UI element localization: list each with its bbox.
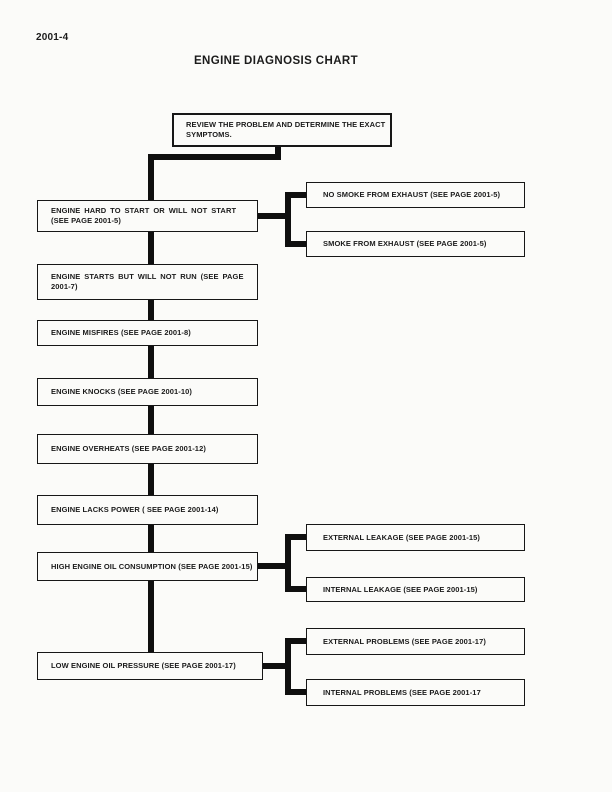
- flow-box-engine-hard-to-start: [37, 200, 258, 232]
- flow-box-engine-overheats: [37, 434, 258, 464]
- flow-box-text: REVIEW THE PROBLEM AND DETERMINE THE EXACT: [186, 120, 386, 129]
- connector-branch3-vertical: [285, 638, 291, 695]
- flow-box-text: EXTERNAL PROBLEMS (SEE PAGE 2001-17): [323, 636, 486, 646]
- connector-branch2-vertical: [285, 534, 291, 592]
- flow-box-text: NO SMOKE FROM EXHAUST (SEE PAGE 2001-5): [323, 190, 501, 199]
- flow-box-engine-misfires: [37, 320, 258, 346]
- flow-box-text: ENGINE STARTS BUT WILL NOT RUN (SEE PAGE: [51, 272, 244, 281]
- connector-branch3-top: [285, 638, 306, 644]
- flow-box-text: ENGINE KNOCKS (SEE PAGE 2001-10): [51, 387, 193, 396]
- flow-box-text: ENGINE LACKS POWER ( SEE PAGE 2001-14): [51, 505, 219, 514]
- connector-branch1-top: [285, 192, 306, 198]
- flow-box-external-leakage: [306, 524, 525, 551]
- flow-box-text: ENGINE HARD TO START OR WILL NOT START: [51, 206, 237, 215]
- flow-box-engine-knocks: [37, 378, 258, 406]
- flow-box-text: HIGH ENGINE OIL CONSUMPTION (SEE PAGE 2001-15): [51, 561, 253, 571]
- flow-box-text: INTERNAL LEAKAGE (SEE PAGE 2001-15): [323, 584, 478, 594]
- connector-branch1-vertical: [285, 192, 291, 247]
- flow-box-text: EXTERNAL LEAKAGE (SEE PAGE 2001-15): [323, 532, 481, 542]
- flow-box-text: SYMPTOMS.: [186, 130, 232, 139]
- flow-box-review-symptoms: [172, 113, 392, 147]
- flow-box-no-smoke: [306, 182, 525, 208]
- flow-box-text: 2001-7): [51, 282, 78, 291]
- page-title: ENGINE DIAGNOSIS CHART: [193, 55, 359, 67]
- flow-box-engine-starts-not-run: [37, 264, 258, 300]
- flow-box-text: ENGINE OVERHEATS (SEE PAGE 2001-12): [51, 444, 206, 453]
- flow-box-text: LOW ENGINE OIL PRESSURE (SEE PAGE 2001-17): [51, 661, 236, 670]
- flow-box-internal-leakage: [306, 577, 525, 602]
- connector-branch1-bottom: [285, 241, 306, 247]
- flow-box-text: ENGINE MISFIRES (SEE PAGE 2001-8): [51, 328, 191, 337]
- flow-box-low-oil-pressure: [37, 652, 263, 680]
- connector-root-horizontal: [148, 154, 281, 160]
- flow-box-internal-problems: [306, 679, 525, 706]
- connector-branch3-bottom: [285, 689, 306, 695]
- flow-box-engine-lacks-power: [37, 495, 258, 525]
- flow-box-smoke: [306, 231, 525, 257]
- connector-branch2-top: [285, 534, 306, 540]
- flow-box-high-oil-consumption: [37, 552, 258, 581]
- connector-branch2-bottom: [285, 586, 306, 592]
- page-number: 2001-4: [36, 32, 69, 43]
- flow-box-text: SMOKE FROM EXHAUST (SEE PAGE 2001-5): [323, 239, 487, 248]
- flow-box-text: (SEE PAGE 2001-5): [51, 216, 121, 225]
- flow-box-external-problems: [306, 628, 525, 655]
- flow-box-text: INTERNAL PROBLEMS (SEE PAGE 2001-17: [323, 687, 481, 697]
